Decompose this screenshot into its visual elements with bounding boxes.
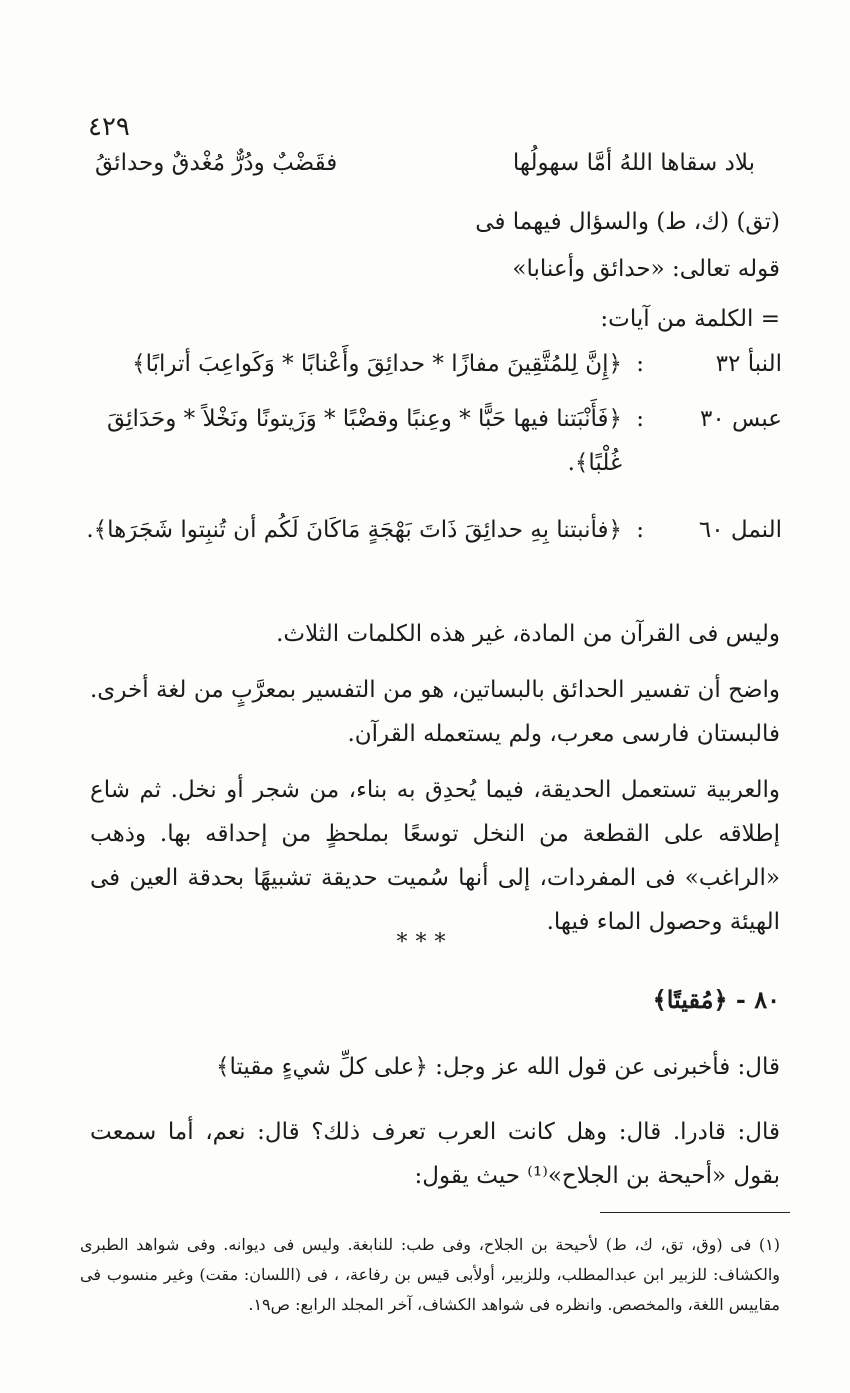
intro-line: قوله تعالى: «حدائق وأعنابا» bbox=[512, 256, 780, 282]
paragraph: واضح أن تفسير الحدائق بالبساتين، هو من التفسير بمعرَّبٍ من لغة أخرى. فالبستان فارسى معرب، ولم يستعمله القرآن. bbox=[90, 677, 780, 747]
intro-line: (تق) (ك، ط) والسؤال فيهما فى bbox=[475, 209, 780, 235]
ayah-colon: : bbox=[636, 517, 644, 543]
ayah-text: ﴿إِنَّ لِلمُتَّقِينَ مفازًا * حدائِقَ وأَعْنابًا * وَكَواعِبَ أترابًا﴾ bbox=[132, 351, 622, 377]
entry-heading: ٨٠ - ﴿مُقيتًا﴾ bbox=[652, 985, 780, 1014]
footnote: (١) فى (وق، تق، ك، ط) لأحيحة بن الجلاح، وفى طب: للنابغة. وليس فى ديوانه. وفى شواهد الطبرى والكشاف: للزبير ابن عبدالمطلب، وللزبير، أولأبى قيس بن رفاعة، ، فى (اللسان: مقت) وغير منسوب فى مقاييس اللغة، والمخصص. وانظره فى شواهد الكشاف، آخر المجلد الرابع: ص١٩. bbox=[80, 1235, 781, 1314]
section-separator: *** bbox=[396, 930, 454, 955]
ayah-text: ﴿فأنبتنا بِهِ حدائِقَ ذَاتَ بَهْجَةٍ مَاكَانَ لَكُم أن تُنبِتوا شَجَرَها﴾. bbox=[86, 517, 622, 543]
ayah-row bbox=[82, 342, 782, 386]
ayah-reference: النبأ ٣٢ bbox=[715, 351, 782, 377]
ayah-colon: : bbox=[636, 406, 644, 432]
page-number: ٤٢٩ bbox=[88, 112, 130, 142]
poem-second-hemistich: فقَضْبٌ ودُرٌّ مُغْدقٌ وحدائقُ bbox=[95, 150, 338, 176]
question-line: قال: فأخبرنى عن قول الله عز وجل: ﴿على كلِّ شيءٍ مقيتا﴾ bbox=[216, 1054, 780, 1080]
poem-first-hemistich: بلاد سقاها اللهُ أمَّا سهولُها bbox=[512, 150, 755, 176]
ayat-heading: = الكلمة من آيات: bbox=[600, 306, 780, 332]
ayah-row bbox=[82, 397, 782, 485]
ayah-text: ﴿فَأَنْبَتنا فيها حَبًّا * وعِنبًا وقضْبًا * وَزَيتونًا ونَخْلاً * وحَدَائِقَ غُلْبًا﴾. bbox=[106, 406, 622, 476]
answer-paragraph: قال: قادرا. قال: وهل كانت العرب تعرف ذلك؟ قال: نعم، أما سمعت بقول «أحيحة بن الجلاح»⁽¹⁾ حيث يقول: bbox=[90, 1119, 780, 1189]
ayah-colon: : bbox=[636, 351, 644, 377]
paragraph: وليس فى القرآن من المادة، غير هذه الكلمات الثلاث. bbox=[276, 621, 780, 647]
ayah-row bbox=[82, 508, 782, 596]
paragraph: والعربية تستعمل الحديقة، فيما يُحدِق به بناء، من شجر أو نخل. ثم شاع إطلاقه على القطعة من النخل توسعًا بملحظٍ من إحداقه بها. وذهب «الراغب» فى المفردات، إلى أنها سُميت حديقة تشبيهًا بحدقة العين فى الهيئة وحصول الماء فيها. bbox=[90, 777, 780, 935]
ayah-reference: النمل ٦٠ bbox=[698, 517, 782, 543]
ayah-reference: عبس ٣٠ bbox=[699, 406, 782, 432]
footnote-divider bbox=[600, 1212, 790, 1213]
